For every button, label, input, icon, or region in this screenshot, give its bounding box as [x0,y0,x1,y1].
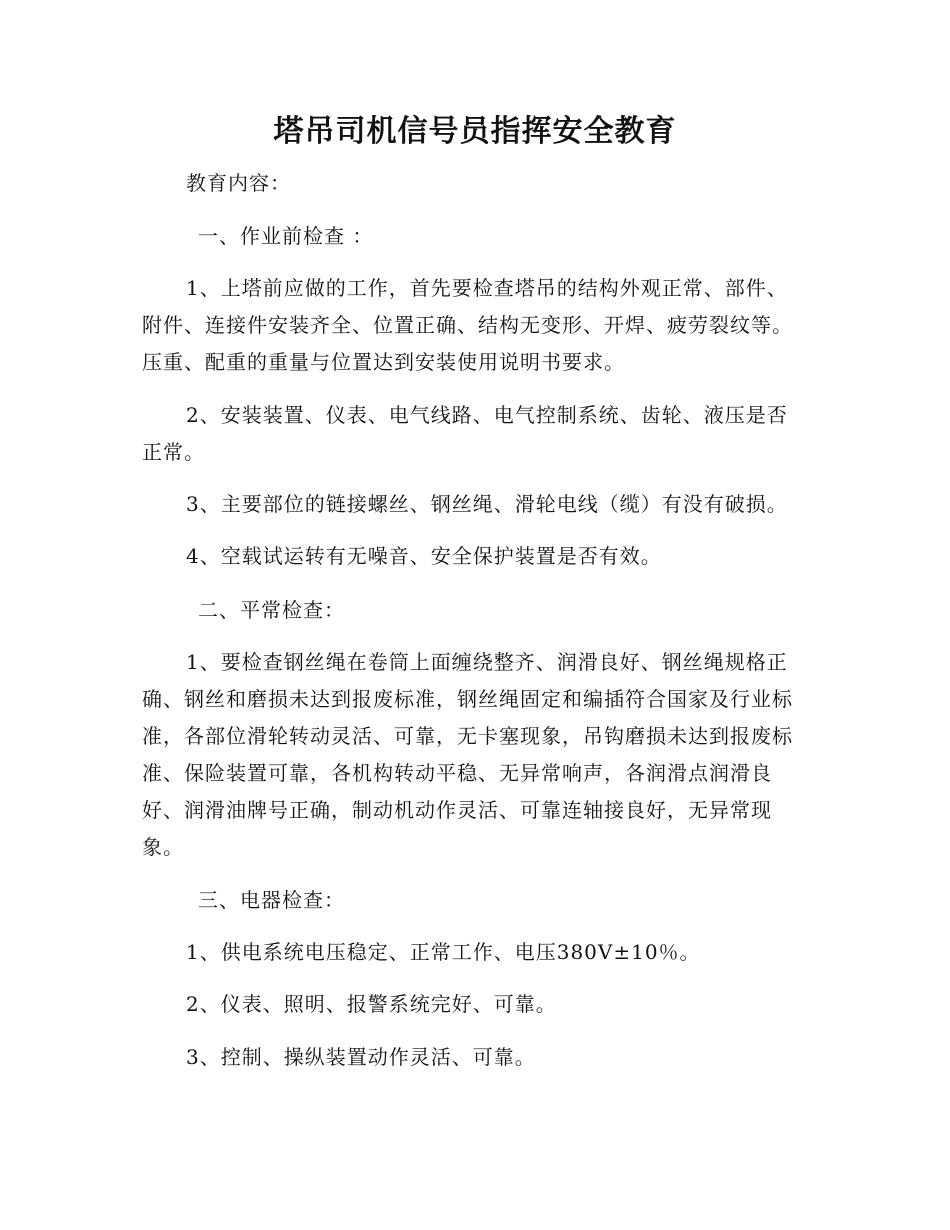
section2-heading: 二、平常检查： [198,598,345,622]
section3-heading: 三、电器检查： [198,888,345,912]
section1-item-3: 3、主要部位的链接螺丝、钢丝绳、滑轮电线（缆）有没有破损。 [186,492,788,516]
document-title: 塔吊司机信号员指挥安全教育 [273,114,677,149]
section3-item-2: 2、仪表、照明、报警系统完好、可靠。 [186,992,557,1016]
section1-item-1: 1、上塔前应做的工作，首先要检查塔吊的结构外观正常、部件、附件、连接件安装齐全、位置正确、结构无变形、开焊、疲劳裂纹等。压重、配重的重量与位置达到安装使用说明书要求。 [142,276,793,374]
intro-text: 教育内容： [186,171,291,195]
section3-item-3: 3、控制、操纵装置动作灵活、可靠。 [186,1045,536,1069]
section1-heading: 一、作业前检查 ： [198,224,374,248]
section1-item-2: 2、安装装置、仪表、电气线路、电气控制系统、齿轮、液压是否正常。 [142,403,788,464]
section2-item-1: 1、要检查钢丝绳在卷筒上面缠绕整齐、润滑良好、钢丝绳规格正确、钢丝和磨损未达到报废标准，钢丝绳固定和编插符合国家及行业标准，各部位滑轮转动灵活、可靠，无卡塞现象，吊钩磨损未达到报废标准、保险装置可靠，各机构转动平稳、无异常响声，各润滑点润滑良好、润滑油牌号正确，制动机动作灵活、可靠连轴接良好，无异常现象。 [142,650,793,859]
section1-item-4: 4、空载试运转有无噪音、安全保护装置是否有效。 [186,544,662,568]
section3-item-1: 1、供电系统电压稳定、正常工作、电压380V±10％。 [186,940,701,964]
